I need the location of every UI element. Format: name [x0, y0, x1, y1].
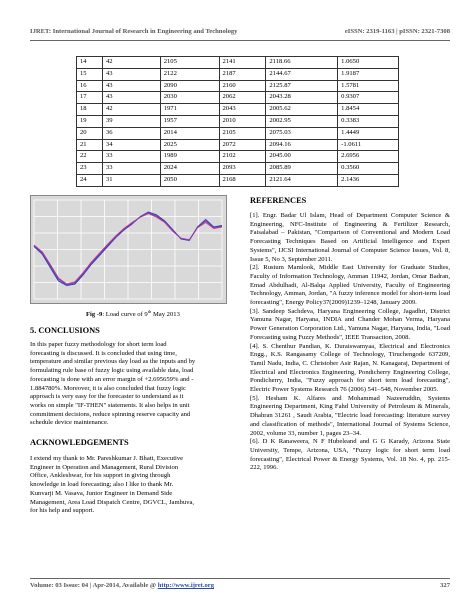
conclusions-line: temperature and similar previous day load as the inputs and by [30, 358, 196, 366]
table-cell: 2014 [160, 127, 219, 139]
table-cell: 43 [102, 68, 160, 80]
reference-item: [3]. Sandeep Sachdeva, Haryana Engineering College, Jagadhri, District Yamuna Nagar, Haryana, INDIA and Chander Mohan Verma, Haryana Power Generation Corporation Ltd., Yamuna Nagar, Haryana, India, "Load Forecasting using Fuzzy Methods", IEEE Transaction, 2008. [250, 307, 450, 341]
reference-item: [1]. Engr. Badar Ul Islam, Head of Department Computer Science & Engineering, NFC-Institute of Engineering & Fertilizer Research, Faisalabad – Pakistan, "Comparison of Conventional and Modern Load Forecasting Techniques Based on Artificial Intelligence and Expert Systems", IJCSI International Journal of Computer Science Issues, Vol. 8, Issue 5, No 3, September 2011. [250, 212, 450, 263]
conclusions-line: works on simple "IF-THEN" statements. It also helps in unit [30, 401, 190, 409]
table-row [77, 139, 399, 151]
table-cell: 2.6956 [338, 151, 399, 163]
table-row [77, 151, 399, 163]
table-cell: 17 [77, 92, 103, 104]
table-cell: 20 [77, 127, 103, 139]
acknowledgements-line: knowledge in load forecasting; also I like to thank Mr. [30, 481, 174, 489]
acknowledgements-line: Engineer in Operation and Management, Rural Division [30, 463, 179, 471]
table-cell: 2168 [219, 174, 266, 186]
journal-issn: eISSN: 2319-1163 | pISSN: 2321-7308 [344, 28, 450, 35]
table-cell: 39 [102, 115, 160, 127]
reference-item: [6]. D K Ranaweera, N F Hubeleand and G G Karady, Arizona State University, Tempe, Arizona, USA, "Fuzzy logic for short term load forecasting", Electrical Power & Energy Systems, Vol. 18 No. 4, pp. 215-222, 1996. [250, 438, 450, 472]
acknowledgements-heading: ACKNOWLEDGEMENTS [30, 438, 129, 447]
reference-item: [4]. S. Chenthur Pandian, K. Duraiswamyaa, Electrical and Electronics Engg., K.S. Rangasamy College of Technology, Tiruchengode 637209, Tamil Nadu, India, C. Christober Asir Rajan, N. Kanagaraj, Department of Electrical and Electronics Engineering, Pondicherry Engineering College, Pondicherry, India, "Fuzzy approach for short term load forecasting", Electric Power Systems Research 76 (2006) 541–548, November 2005. [250, 342, 450, 394]
table-cell: 34 [102, 139, 160, 151]
table-cell: 2125.87 [266, 80, 338, 92]
table-cell: 2122 [160, 68, 219, 80]
table-cell: 1989 [160, 151, 219, 163]
table-cell: 18 [77, 104, 103, 116]
table-cell: 22 [77, 151, 103, 163]
conclusions-line: schedule device maintenance. [30, 419, 109, 427]
footer-volume [30, 582, 214, 589]
table-cell: 1.5781 [338, 80, 399, 92]
table-row [77, 174, 399, 186]
acknowledgements-line: Office, Ankleshwar, for his support in giving through [30, 472, 171, 480]
conclusions-body [30, 341, 227, 428]
table-cell: 16 [77, 80, 103, 92]
table-row [77, 57, 399, 69]
load-curve-chart [30, 195, 227, 304]
table-cell: 33 [102, 151, 160, 163]
conclusions-heading: 5. CONCLUSIONS [30, 326, 100, 335]
references-list [250, 212, 450, 473]
conclusions-line: forecasting is done with an error margin of +2.695659% and - [30, 375, 194, 383]
results-table [76, 56, 399, 187]
acknowledgements-line: I extend my thank to Mr. Pareshkumar J. Bhatt, Executive [30, 455, 184, 462]
table-cell: 1.0650 [338, 57, 399, 69]
table-cell: 2045.00 [266, 151, 338, 163]
table-cell: 2141 [219, 57, 266, 69]
table-cell: 31 [102, 174, 160, 186]
table-cell: 2121.64 [266, 174, 338, 186]
table-cell: 21 [77, 139, 103, 151]
conclusions-line: approach is very easy for the forecaster to understand as it [30, 393, 184, 401]
table-cell: 2002.95 [266, 115, 338, 127]
table-row [77, 115, 399, 127]
acknowledgements-line: for his help and support. [30, 507, 95, 515]
figure-caption-text: : Load curve of 9 [102, 311, 148, 319]
table-cell: 2043 [219, 104, 266, 116]
table-cell: 2005.62 [266, 104, 338, 116]
table-cell: 15 [77, 68, 103, 80]
page-number: 327 [440, 582, 450, 589]
acknowledgements-body [30, 455, 227, 516]
table-row [77, 80, 399, 92]
conclusions-line: forecasting is discussed. It is concluded that using time, [30, 349, 177, 357]
chart-svg [31, 196, 226, 303]
table-cell: 2093 [219, 163, 266, 175]
table-cell: 2160 [219, 80, 266, 92]
table-cell: 1.9187 [338, 68, 399, 80]
acknowledgements-line: Kunvarji M. Vasava, Junior Engineer in Demand Side [30, 489, 173, 497]
table-cell: 14 [77, 57, 103, 69]
table-cell: 1.8454 [338, 104, 399, 116]
table-cell: 2025 [160, 139, 219, 151]
table-cell: 2043.28 [266, 92, 338, 104]
figure-caption [86, 309, 180, 318]
table-cell: 1971 [160, 104, 219, 116]
table-row [77, 92, 399, 104]
figure-caption-sup: th [147, 309, 152, 314]
table-cell: 2024 [160, 163, 219, 175]
conclusions-line: formulating rule base of fuzzy logic using available data, load [30, 367, 194, 375]
table-cell: 2187 [219, 68, 266, 80]
table-cell: 2090 [160, 80, 219, 92]
table-cell: -1.0611 [338, 139, 399, 151]
table-cell: 2102 [219, 151, 266, 163]
table-cell: 2050 [160, 174, 219, 186]
conclusions-line: In this paper fuzzy methodology for short term load [30, 341, 167, 348]
figure-caption-suffix: May 2013 [151, 311, 180, 319]
table-cell: 2072 [219, 139, 266, 151]
journal-link[interactable]: http://www.ijret.org [157, 582, 214, 589]
journal-title: IJRET: International Journal of Research in Engineering and Technology [30, 28, 238, 35]
page-footer [30, 582, 450, 589]
table-row [77, 163, 399, 175]
acknowledgements-line: Management, Area Load Dispatch Centre, DGVCL, Jambuva, [30, 498, 195, 506]
journal-header [30, 28, 450, 40]
table-cell: 1.4449 [338, 127, 399, 139]
table-cell: 2085.89 [266, 163, 338, 175]
table-row [77, 104, 399, 116]
references-heading: REFERENCES [250, 196, 307, 205]
table-cell: 2.1436 [338, 174, 399, 186]
table-cell: 19 [77, 115, 103, 127]
table-cell: 23 [77, 163, 103, 175]
table-cell: 24 [77, 174, 103, 186]
header-divider [30, 40, 450, 41]
table-cell: 2094.16 [266, 139, 338, 151]
table-cell: 2062 [219, 92, 266, 104]
table-cell: 42 [102, 57, 160, 69]
table-cell: 1957 [160, 115, 219, 127]
table-cell: 33 [102, 163, 160, 175]
reference-item: [2]. Rustum Mamlook, Middle East University for Graduate Studies, Faculty of Information Technology, Amman 11942, Jordan, Omar Badran, Emad Abdulhadi, Al-Balqa Applied University, Faculty of Engineering Technology, Amman, Jordan, "A fuzzy inference model for short-term load forecasting", Energy Policy37(2009)1239–1248, January 2009. [250, 264, 450, 307]
footer-divider [30, 578, 450, 579]
table-cell: 2075.03 [266, 127, 338, 139]
table-cell: 2030 [160, 92, 219, 104]
table-row [77, 68, 399, 80]
table-cell: 2010 [219, 115, 266, 127]
table-cell: 2105 [219, 127, 266, 139]
table-cell: 43 [102, 80, 160, 92]
table-cell: 43 [102, 92, 160, 104]
table-cell: 36 [102, 127, 160, 139]
conclusions-line: commitment decisions, reduce spinning reserve capacity and [30, 410, 191, 418]
table-cell: 2118.66 [266, 57, 338, 69]
figure-label: Fig -9 [86, 311, 103, 319]
table-cell: 0.3560 [338, 163, 399, 175]
table-cell: 42 [102, 104, 160, 116]
table-cell: 0.3383 [338, 115, 399, 127]
footer-volume-text: Volume: 03 Issue: 04 | Apr-2014, Available @ [30, 582, 157, 589]
conclusions-line: 1.884780%. Moreover, it is also concluded that fuzzy logic [30, 384, 186, 392]
table-cell: 2105 [160, 57, 219, 69]
table-row [77, 127, 399, 139]
table-cell: 2144.67 [266, 68, 338, 80]
reference-item: [5]. Hesham K. Alfares and Mohammad Nazeeruddin, Systems Engineering Department, King Fahd University of Petroleum & Minerals, Dhahran 31261 , Saudi Arabia, "Electric load forecasting: literature survey and classification of methods", International Journal of Systems Science, 2002, volume 33, number 1, pages 23–34. [250, 394, 450, 437]
table-cell: 0.9307 [338, 92, 399, 104]
